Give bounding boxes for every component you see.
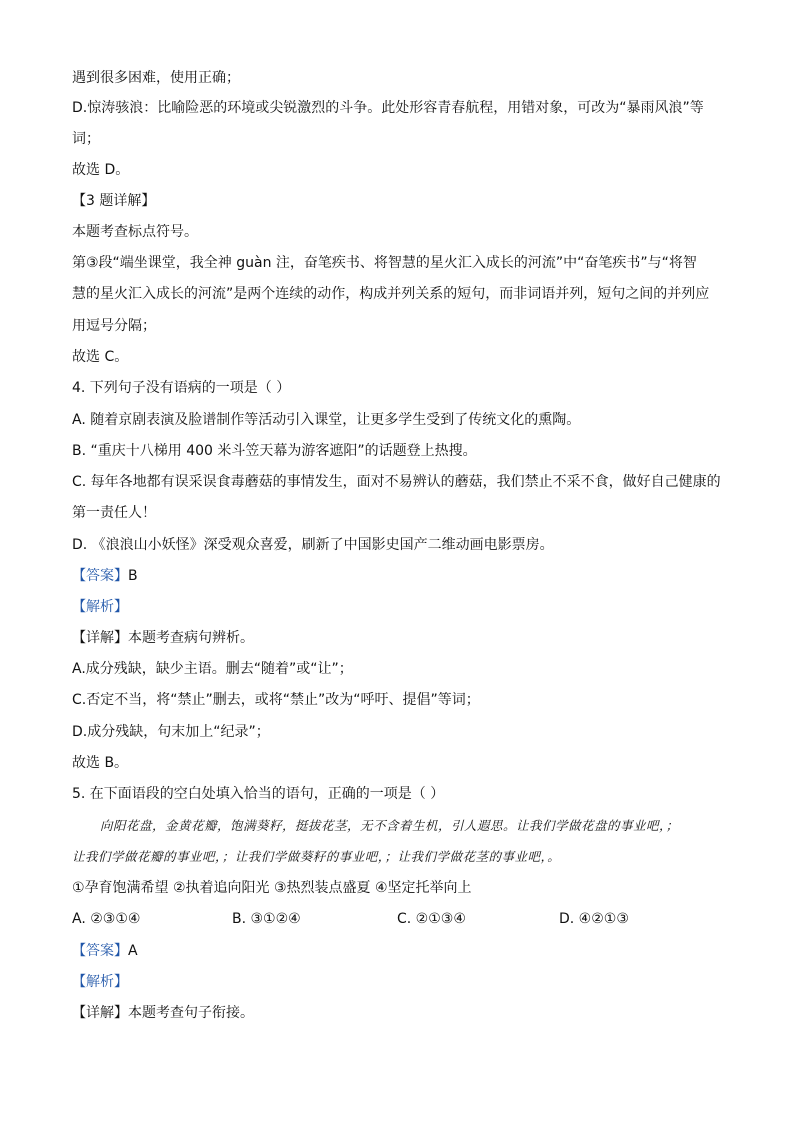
text-line: A.成分残缺，缺少主语。删去“随着”或“让”； xyxy=(72,661,353,677)
passage-line: 让我们学做花瓣的事业吧，；让我们学做葵籽的事业吧，；让我们学做花茎的事业吧，。 xyxy=(72,849,561,864)
text-line: 故选 D。 xyxy=(72,162,130,178)
passage-line: 向阳花盘，金黄花瓣，饱满葵籽，挺拔花茎，无不含着生机，引人遐思。让我们学做花盘的事业吧，； xyxy=(100,818,679,833)
answer-value: A xyxy=(128,943,138,959)
option-a: A. 随着京剧表演及脸谱制作等活动引入课堂，让更多学生受到了传统文化的熏陶。 xyxy=(72,412,581,428)
choice-b: B. ③①②④ xyxy=(232,911,301,927)
text-line: 故选 B。 xyxy=(72,755,129,771)
answer-value: B xyxy=(128,568,138,584)
text-line: 慧的星火汇入成长的河流”是两个连续的动作，构成并列关系的短句，而非词语并列，短句之间的并列应 xyxy=(72,286,710,302)
answer-options-row xyxy=(72,909,722,929)
detail-tag: 【详解】 xyxy=(72,630,128,646)
analysis-tag: 【解析】 xyxy=(72,599,128,615)
choice-c: C. ②①③④ xyxy=(397,911,466,927)
sentence-choices: ①孕育饱满希望 ②执着追向阳光 ③热烈装点盛夏 ④坚定托举向上 xyxy=(72,880,472,896)
section-heading: 【3 题详解】 xyxy=(72,193,156,209)
text-line: 遇到很多困难，使用正确； xyxy=(72,70,240,86)
option-c-cont: 第一责任人！ xyxy=(72,505,156,521)
option-c: C. 每年各地都有误采误食毒蘑菇的事情发生，面对不易辨认的蘑菇，我们禁止不采不食，做好自己健康的 xyxy=(72,474,721,490)
detail-text: 本题考查病句辨析。 xyxy=(128,630,254,646)
answer-tag: 【答案】 xyxy=(72,568,128,584)
text-line: 词； xyxy=(72,131,100,147)
option-d: D. 《浪浪山小妖怪》深受观众喜爱，刷新了中国影史国产二维动画电影票房。 xyxy=(72,537,554,553)
text-line: 故选 C。 xyxy=(72,349,129,365)
option-b: B. “重庆十八梯用 400 米斗笠天幕为游客遮阳”的话题登上热搜。 xyxy=(72,443,477,459)
question-5: 5. 在下面语段的空白处填入恰当的语句，正确的一项是（ ） xyxy=(72,786,445,802)
answer-tag: 【答案】 xyxy=(72,943,128,959)
detail-line xyxy=(72,1003,254,1023)
text-line: D.成分残缺，句末加上“纪录”； xyxy=(72,724,270,740)
text-line: 本题考查标点符号。 xyxy=(72,224,198,240)
choice-a: A. ②③①④ xyxy=(72,911,141,927)
answer-line xyxy=(72,566,138,586)
answer-line xyxy=(72,941,138,961)
text-line: 用逗号分隔； xyxy=(72,318,156,334)
choice-d: D. ④②①③ xyxy=(559,911,629,927)
text-line: 第③段“端坐课堂，我全神 guàn 注，奋笔疾书、将智慧的星火汇入成长的河流”中“奋笔疾书”与“将智 xyxy=(72,255,697,271)
analysis-tag: 【解析】 xyxy=(72,974,128,990)
text-line: D.惊涛骇浪：比喻险恶的环境或尖锐激烈的斗争。此处形容青春航程，用错对象，可改为“暴雨风浪”等 xyxy=(72,100,704,116)
text-line: C.否定不当，将“禁止”删去，或将“禁止”改为“呼吁、提倡”等词； xyxy=(72,692,480,708)
question-4: 4. 下列句子没有语病的一项是（ ） xyxy=(72,380,291,396)
detail-line xyxy=(72,628,254,648)
detail-tag: 【详解】 xyxy=(72,1005,128,1021)
detail-text: 本题考查句子衔接。 xyxy=(128,1005,254,1021)
